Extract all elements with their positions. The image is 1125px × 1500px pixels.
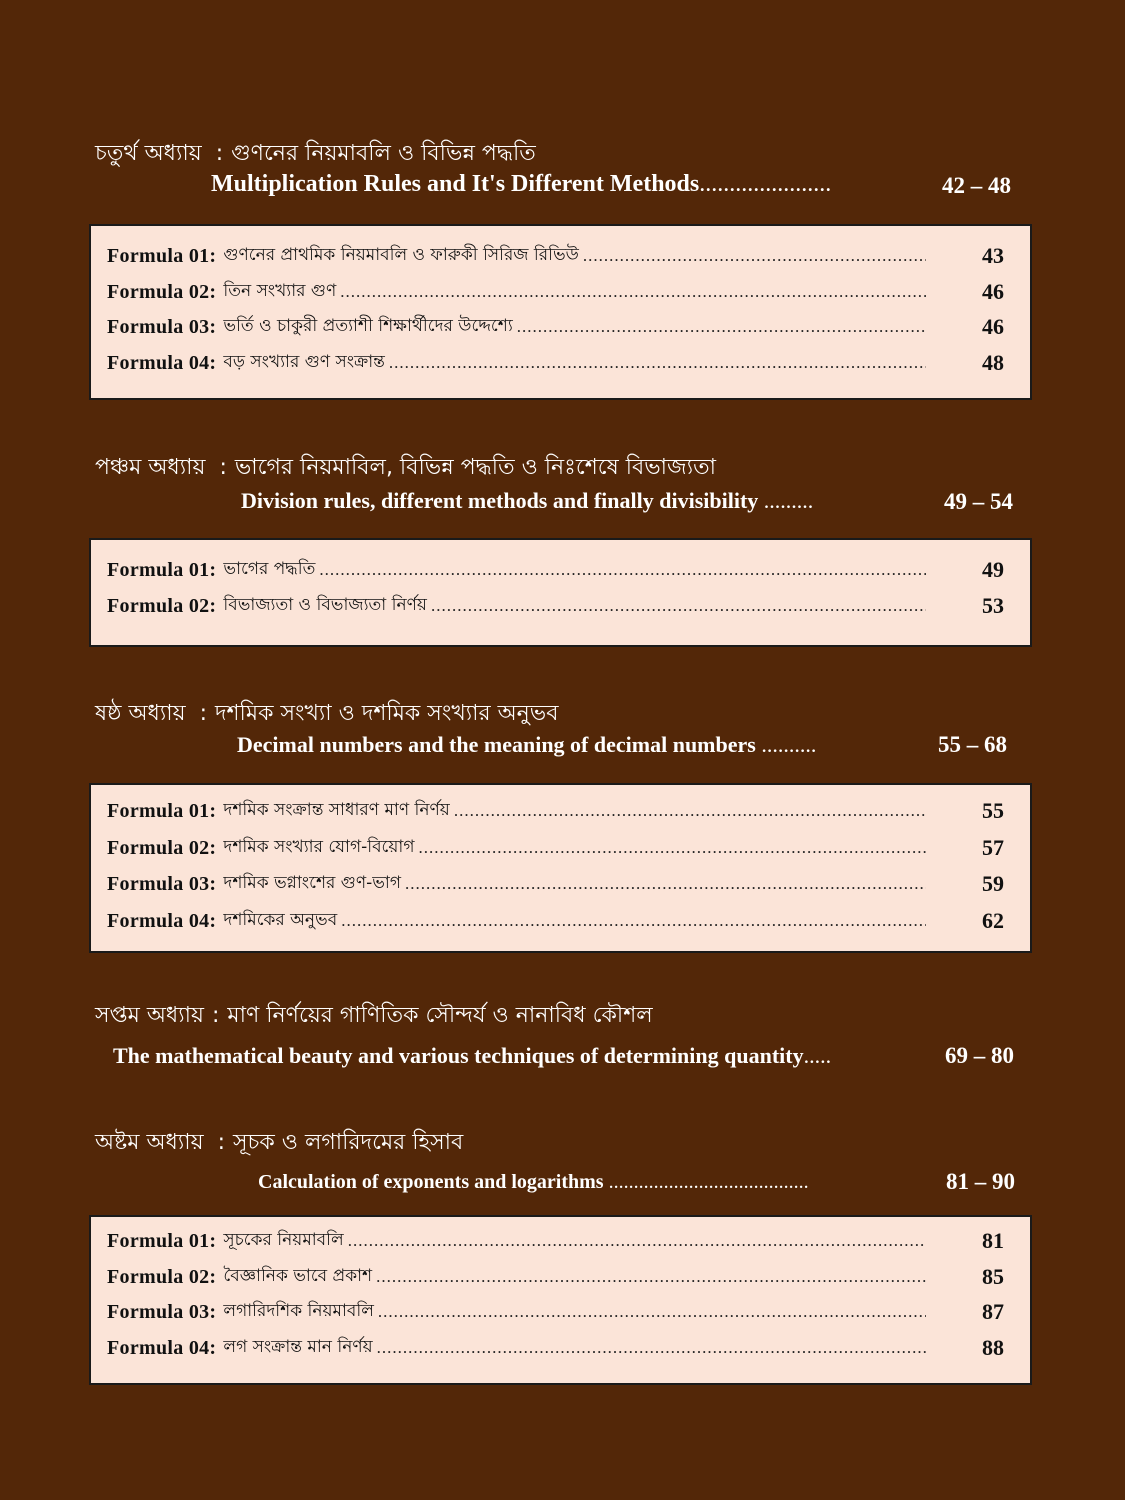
formula-title: তিন সংখ্যার গুণ [223, 281, 337, 301]
chapter-7-subtitle: মাণ নির্ণয়ের গাণিতিক সৌন্দর্য ও নানাবিধ কৌশল [227, 1003, 653, 1028]
dot-leader [348, 1231, 926, 1251]
dot-leader [319, 560, 926, 580]
formula-row[interactable] [107, 312, 1012, 342]
dot-leader [454, 801, 926, 821]
formula-title: দশমিক ভগ্নাংশের গুণ-ভাগ [223, 873, 401, 893]
formula-page-number: 59 [982, 871, 1004, 896]
dot-leader [377, 1338, 926, 1358]
formula-label: Formula 01: [107, 1229, 217, 1252]
chapter-4-label: চতুর্থ অধ্যায় [95, 141, 202, 166]
formula-label: Formula 03: [107, 872, 217, 895]
formula-page-number: 62 [982, 908, 1004, 933]
formula-page-number: 57 [982, 835, 1004, 860]
formula-title: গুণনের প্রাথমিক নিয়মাবলি ও ফারুকী সিরিজ রিভিউ [223, 245, 579, 265]
formula-row[interactable] [107, 1226, 1012, 1256]
formula-label: Formula 03: [107, 1300, 217, 1323]
formula-page-number: 43 [982, 243, 1004, 268]
formula-row[interactable] [107, 591, 1012, 621]
formula-title: লগারিদশিক নিয়মাবলি [223, 1301, 374, 1321]
dot-leader [389, 353, 926, 373]
formula-label: Formula 04: [107, 909, 217, 932]
formula-row[interactable] [107, 1297, 1012, 1327]
formula-page-number: 53 [982, 593, 1004, 618]
chapter-6-page-range: 55 – 68 [938, 732, 1007, 757]
chapter-8-subtitle: সূচক ও লগারিদমের হিসাব [232, 1130, 464, 1155]
formula-row[interactable] [107, 241, 1012, 271]
chapter-4-subtitle: গুণনের নিয়মাবলি ও বিভিন্ন পদ্ধতি [231, 141, 536, 166]
formula-page-number: 85 [982, 1264, 1004, 1289]
chapter-6-label: ষষ্ঠ অধ্যায় [95, 701, 186, 726]
formula-row[interactable] [107, 1262, 1012, 1292]
formula-label: Formula 01: [107, 558, 217, 581]
formula-row[interactable] [107, 833, 1012, 863]
formula-label: Formula 02: [107, 836, 217, 859]
dot-leader [418, 838, 926, 858]
formula-title: লগ সংক্রান্ত মান নির্ণয় [223, 1337, 373, 1357]
formula-title: ভর্তি ও চাকুরী প্রত্যাশী শিক্ষার্থীদের উদ্দেশ্যে [223, 316, 513, 336]
formula-page-number: 81 [982, 1228, 1004, 1253]
dot-leader [583, 246, 926, 266]
formula-title: ভাগের পদ্ধতি [223, 559, 316, 579]
chapter-7-page-range: 69 – 80 [945, 1043, 1014, 1068]
chapter-4-english-title: Multiplication Rules and It's Different Methods...................... [211, 171, 832, 197]
dot-leader [376, 1267, 926, 1287]
formula-title: বৈজ্ঞানিক ভাবে প্রকাশ [223, 1266, 373, 1286]
formula-title: দশমিক সংখ্যার যোগ-বিয়োগ [223, 837, 415, 857]
dot-leader [431, 596, 926, 616]
formula-label: Formula 04: [107, 1336, 217, 1359]
chapter-7-english-title: The mathematical beauty and various techniques of determining quantity..... [113, 1043, 832, 1068]
formula-label: Formula 02: [107, 280, 217, 303]
chapter-8-english-title: Calculation of exponents and logarithms ........................................ [258, 1171, 809, 1193]
chapter-5-title: পঞ্চম অধ্যায় : ভাগের নিয়মাবিল, বিভিন্ন পদ্ধতি ও নিঃশেষে বিভাজ্যতা [95, 450, 716, 487]
formula-page-number: 87 [982, 1299, 1004, 1324]
chapter-8-page-range: 81 – 90 [946, 1169, 1015, 1194]
chapter-6-title: ষষ্ঠ অধ্যায় : দশমিক সংখ্যা ও দশমিক সংখ্যার অনুভব [95, 696, 558, 733]
chapter-5-formula-box [89, 538, 1032, 647]
formula-row[interactable] [107, 348, 1012, 378]
formula-row[interactable] [107, 277, 1012, 307]
formula-page-number: 55 [982, 798, 1004, 823]
formula-row[interactable] [107, 869, 1012, 899]
chapter-5-page-range: 49 – 54 [944, 489, 1013, 514]
formula-title: দশমিকের অনুভব [223, 910, 338, 930]
formula-page-number: 46 [982, 314, 1004, 339]
formula-row[interactable] [107, 555, 1012, 585]
chapter-8-label: অষ্টম অধ্যায় [95, 1130, 204, 1155]
formula-page-number: 48 [982, 350, 1004, 375]
dot-leader [341, 911, 926, 931]
chapter-6-english-title: Decimal numbers and the meaning of decimal numbers .......... [237, 732, 817, 757]
formula-title: সূচকের নিয়মাবলি [223, 1230, 344, 1250]
formula-row[interactable] [107, 796, 1012, 826]
formula-row[interactable] [107, 906, 1012, 936]
formula-label: Formula 01: [107, 799, 217, 822]
dot-leader [378, 1302, 926, 1322]
formula-page-number: 46 [982, 279, 1004, 304]
formula-title: বড় সংখ্যার গুণ সংক্রান্ত [223, 352, 385, 372]
chapter-4-title: চতুর্থ অধ্যায় : গুণনের নিয়মাবলি ও বিভিন্ন পদ্ধতি [95, 136, 536, 173]
dot-leader [517, 317, 926, 337]
dot-leader [405, 874, 926, 894]
chapter-6-subtitle: দশমিক সংখ্যা ও দশমিক সংখ্যার অনুভব [214, 701, 559, 726]
formula-title: বিভাজ্যতা ও বিভাজ্যতা নির্ণয় [223, 595, 427, 615]
formula-label: Formula 02: [107, 594, 217, 617]
formula-row[interactable] [107, 1333, 1012, 1363]
formula-page-number: 88 [982, 1335, 1004, 1360]
chapter-7-label: সপ্তম অধ্যায় [95, 1003, 204, 1028]
formula-label: Formula 04: [107, 351, 217, 374]
chapter-4-formula-box [89, 224, 1032, 400]
chapter-4-page-range: 42 – 48 [942, 173, 1011, 198]
formula-title: দশমিক সংক্রান্ত সাধারণ মাণ নির্ণয় [223, 800, 450, 820]
formula-label: Formula 01: [107, 244, 217, 267]
chapter-8-title: অষ্টম অধ্যায় : সূচক ও লগারিদমের হিসাব [95, 1125, 463, 1162]
chapter-6-formula-box [89, 783, 1032, 953]
chapter-7-title: সপ্তম অধ্যায় : মাণ নির্ণয়ের গাণিতিক সৌন্দর্য ও নানাবিধ কৌশল [95, 998, 653, 1035]
formula-page-number: 49 [982, 557, 1004, 582]
formula-label: Formula 03: [107, 315, 217, 338]
chapter-5-english-title: Division rules, different methods and finally divisibility ......... [241, 488, 814, 513]
chapter-5-label: পঞ্চম অধ্যায় [95, 455, 206, 480]
dot-leader [340, 282, 926, 302]
formula-label: Formula 02: [107, 1265, 217, 1288]
chapter-8-formula-box [89, 1215, 1032, 1385]
chapter-5-subtitle: ভাগের নিয়মাবিল, বিভিন্ন পদ্ধতি ও নিঃশেষে বিভাজ্যতা [234, 455, 716, 480]
